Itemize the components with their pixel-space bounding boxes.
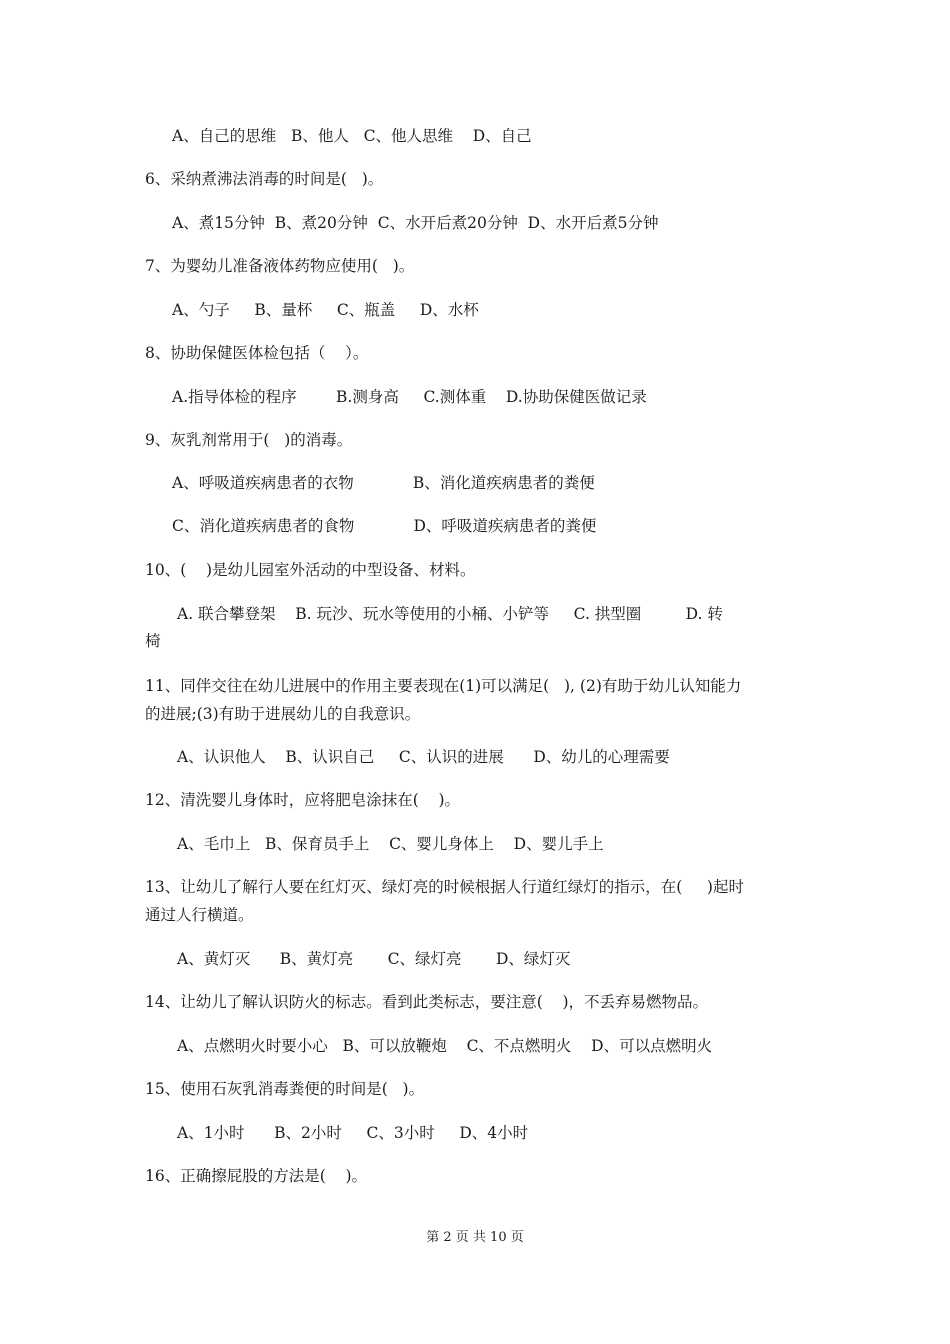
q15-options: A、1小时 B、2小时 C、3小时 D、4小时 [177,1124,529,1142]
question-15: 15、使用石灰乳消毒粪便的时间是( )。 [145,1080,425,1098]
q11-options: A、认识他人 B、认识自己 C、认识的进展 D、幼儿的心理需要 [177,748,670,766]
q14-options: A、点燃明火时要小心 B、可以放鞭炮 C、不点燃明火 D、可以点燃明火 [177,1037,713,1055]
question-6: 6、采纳煮沸法消毒的时间是( )。 [145,170,384,188]
q7-options: A、勺子 B、量杯 C、瓶盖 D、水杯 [172,301,479,319]
q6-options: A、煮15分钟 B、煮20分钟 C、水开后煮20分钟 D、水开后煮5分钟 [172,214,659,232]
question-8: 8、协助保健医体检包括（ ）。 [145,344,369,362]
question-13-line1: 13、让幼儿了解行人要在红灯灭、绿灯亮的时候根据人行道红绿灯的指示，在( )起时 [145,878,744,896]
q10-options-cont: 椅 [145,632,161,650]
question-14: 14、让幼儿了解认识防火的标志。看到此类标志，要注意( )，不丢弃易燃物品。 [145,993,709,1011]
q10-options: A. 联合攀登架 B. 玩沙、玩水等使用的小桶、小铲等 C. 拱型圈 D. 转 [177,605,723,623]
q13-options: A、黄灯灭 B、黄灯亮 C、绿灯亮 D、绿灯灭 [177,950,571,968]
question-10: 10、( )是幼儿园室外活动的中型设备、材料。 [145,561,476,579]
q9-options-cd: C、消化道疾病患者的食物 D、呼吸道疾病患者的粪便 [172,517,597,535]
q9-options-ab: A、呼吸道疾病患者的衣物 B、消化道疾病患者的粪便 [172,474,595,492]
question-13-line2: 通过人行横道。 [145,906,254,924]
q8-options: A.指导体检的程序 B.测身高 C.测体重 D.协助保健医做记录 [172,388,647,406]
q5-options: A、自己的思维 B、他人 C、他人思维 D、自己 [172,127,532,145]
question-11-line1: 11、同伴交往在幼儿进展中的作用主要表现在(1)可以满足( ), (2)有助于幼儿认知能力 [145,677,742,695]
question-9: 9、灰乳剂常用于( )的消毒。 [145,431,353,449]
question-7: 7、为婴幼儿准备液体药物应使用( )。 [145,257,415,275]
q12-options: A、毛巾上 B、保育员手上 C、婴儿身体上 D、婴儿手上 [177,835,604,853]
question-16: 16、正确擦屁股的方法是( )。 [145,1167,368,1185]
question-12: 12、清洗婴儿身体时，应将肥皂涂抹在( )。 [145,791,461,809]
question-11-line2: 的进展;(3)有助于进展幼儿的自我意识。 [145,705,421,723]
page-footer: 第 2 页 共 10 页 [426,1230,524,1245]
